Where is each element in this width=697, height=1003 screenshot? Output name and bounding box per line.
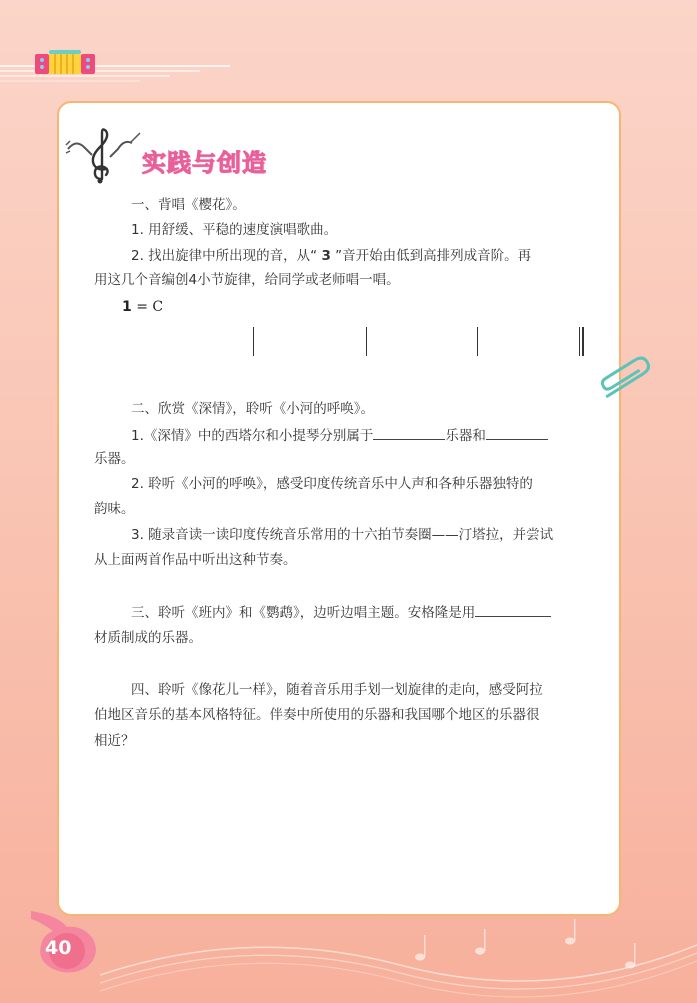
question-2-title: 二、欣赏《深情》，聆听《小河的呼唤》。 xyxy=(131,401,374,417)
question-2-item-3-line-2: 从上面两首作品中听出这种节奏。 xyxy=(94,552,297,568)
key-number: 1 xyxy=(122,299,132,315)
item-1-part-b: 乐器和 xyxy=(445,428,486,444)
question-3-text: 三、聆听《班内》和《鹦鹉》，边听边唱主题。安格隆是用 xyxy=(131,605,476,621)
question-1-item-2-line-2: 用这几个音编创4小节旋律，给同学或老师唱一唱。 xyxy=(94,272,400,288)
answer-blank-3[interactable] xyxy=(475,604,551,617)
page-number: 40 xyxy=(45,937,72,959)
question-2-item-2-line-1: 2. 聆听《小河的呼唤》，感受印度传统音乐中人声和各种乐器独特的 xyxy=(131,476,533,492)
question-4-line-2: 伯地区音乐的基本风格特征。伴奏中所使用的乐器和我国哪个地区的乐器很 xyxy=(94,707,540,723)
music-notes-decoration xyxy=(100,905,697,1003)
question-2-item-1-line-1 xyxy=(131,427,548,444)
section-title: 实践与创造 xyxy=(142,149,267,177)
final-barline-thin xyxy=(579,327,580,356)
key-equals: = xyxy=(131,299,153,315)
question-2-item-2-line-2: 韵味。 xyxy=(94,501,135,517)
barline-2 xyxy=(366,327,367,356)
question-1-item-2-line-1 xyxy=(131,248,531,264)
answer-blank-2[interactable] xyxy=(486,427,548,440)
key-letter: C xyxy=(152,299,164,315)
final-barline-thick xyxy=(582,327,584,356)
barline-1 xyxy=(253,327,254,356)
question-2-item-3-line-1: 3. 随录音读一读印度传统音乐常用的十六拍节奏圈——汀塔拉，并尝试 xyxy=(131,527,554,543)
accordion-logo-icon xyxy=(33,48,97,78)
question-1-item-1: 1. 用舒缓、平稳的速度演唱歌曲。 xyxy=(131,222,338,238)
question-3-line-1 xyxy=(131,604,551,621)
start-note: 3 xyxy=(321,248,331,264)
question-4-line-3: 相近？ xyxy=(94,733,135,749)
question-1-title: 一、背唱《樱花》。 xyxy=(131,197,246,213)
question-2-item-1-line-2: 乐器。 xyxy=(94,451,135,467)
question-4-line-1: 四、聆听《像花儿一样》，随着音乐用手划一划旋律的走向，感受阿拉 xyxy=(131,682,543,698)
key-signature xyxy=(122,299,163,315)
paperclip-icon xyxy=(592,356,660,406)
item-2-prefix: 2. 找出旋律中所出现的音，从“ xyxy=(131,248,322,264)
item-2-suffix: ”音开始由低到高排列成音阶。再 xyxy=(330,248,532,264)
answer-blank-1[interactable] xyxy=(373,427,445,440)
question-3-line-2: 材质制成的乐器。 xyxy=(94,630,202,646)
item-1-part-a: 1.《深情》中的西塔尔和小提琴分别属于 xyxy=(131,428,374,444)
barline-3 xyxy=(477,327,478,356)
